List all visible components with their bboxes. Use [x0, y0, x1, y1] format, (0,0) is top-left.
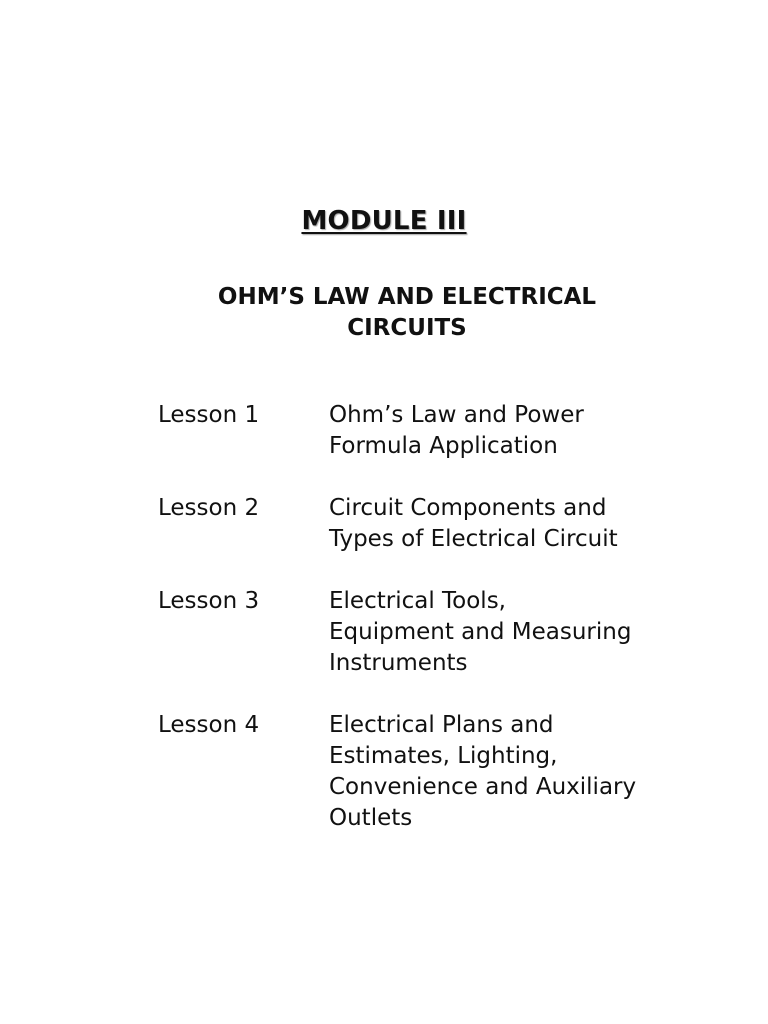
lesson-title-line: Instruments: [329, 650, 468, 676]
lesson-title-line: Electrical Tools,: [329, 588, 506, 614]
module-subtitle-line: CIRCUITS: [347, 315, 467, 341]
lesson-title-line: Outlets: [329, 805, 413, 831]
lesson-list: [158, 400, 738, 865]
lesson-label: Lesson 4: [158, 712, 260, 738]
lesson-title-line: Equipment and Measuring: [329, 619, 632, 645]
lesson-title-line: Estimates, Lighting,: [329, 743, 558, 769]
lesson-item: [158, 586, 738, 679]
module-subtitle-line: OHM’S LAW AND ELECTRICAL: [217, 284, 597, 310]
lesson-title-line: Convenience and Auxiliary: [329, 774, 637, 800]
lesson-item: [158, 493, 738, 555]
lesson-title-line: Ohm’s Law and Power: [329, 402, 584, 428]
lesson-title: [329, 710, 738, 834]
lesson-title-line: Formula Application: [329, 433, 558, 459]
lesson-title-line: Types of Electrical Circuit: [329, 526, 618, 552]
module-title: MODULE III: [301, 206, 467, 236]
lesson-title-line: Circuit Components and: [329, 495, 607, 521]
lesson-title-line: Electrical Plans and: [329, 712, 554, 738]
lesson-label: Lesson 3: [158, 588, 260, 614]
lesson-title: [329, 400, 738, 462]
lesson-title: [329, 586, 738, 679]
lesson-label: Lesson 1: [158, 402, 260, 428]
lesson-title: [329, 493, 738, 555]
lesson-item: [158, 710, 738, 834]
lesson-item: [158, 400, 738, 462]
lesson-label: Lesson 2: [158, 495, 260, 521]
module-subtitle: [0, 282, 768, 344]
